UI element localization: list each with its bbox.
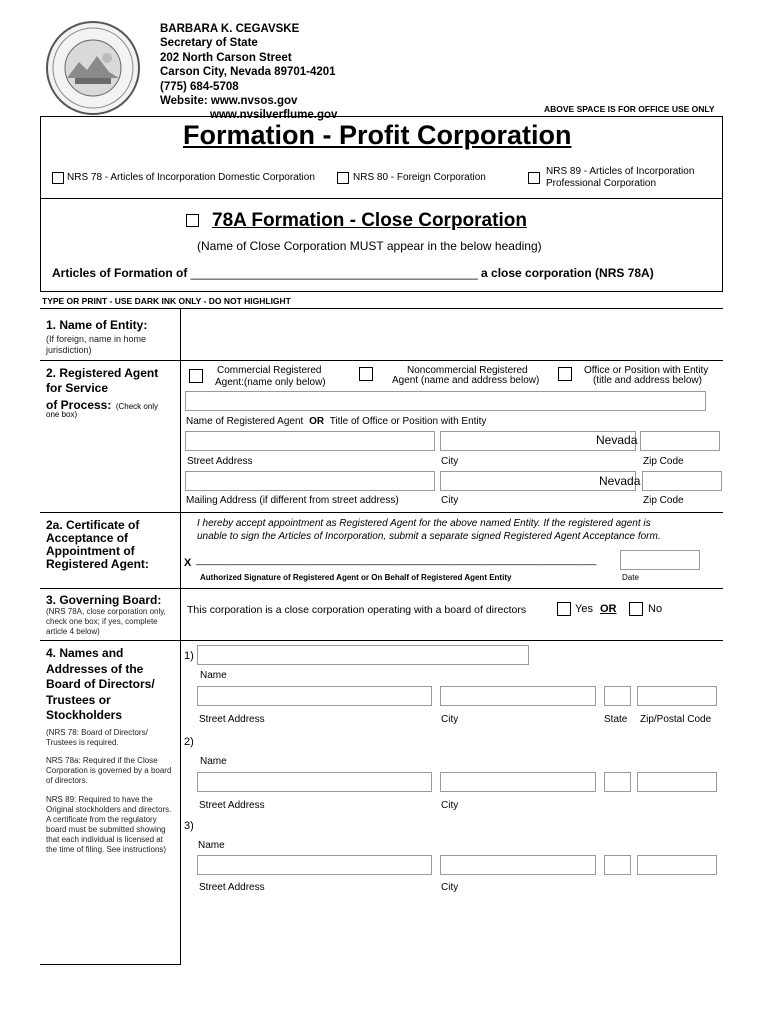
agent-title-label: Title of Office or Position with Entity bbox=[329, 416, 487, 427]
sec3-note: (NRS 78A, close corporation only, check one box; if yes, complete article 4 below) bbox=[46, 607, 166, 636]
agent-city-label: City bbox=[441, 456, 459, 467]
sec3-title: 3. Governing Board: bbox=[46, 593, 162, 607]
director-1-state-label: State bbox=[604, 714, 628, 725]
agent-state: Nevada bbox=[596, 433, 638, 447]
close-corp-checkbox[interactable] bbox=[186, 214, 199, 227]
noncommercial-agent-label-1: Noncommercial Registered bbox=[407, 365, 528, 376]
sec2a-text-1: I hereby accept appointment as Registered Agent for the above named Entity. If the registered agent is bbox=[197, 518, 651, 529]
nrs89-checkbox[interactable] bbox=[528, 172, 540, 184]
commercial-agent-label-1: Commercial Registered bbox=[217, 365, 322, 376]
agent-street-input[interactable] bbox=[185, 431, 435, 451]
signature-date-input[interactable] bbox=[620, 550, 700, 570]
director-2-name-label: Name bbox=[200, 756, 227, 767]
commercial-agent-checkbox[interactable] bbox=[189, 369, 203, 383]
sec1-note: (If foreign, name in home jurisdiction) bbox=[46, 334, 147, 355]
governing-no-checkbox[interactable] bbox=[629, 602, 643, 616]
sec2a-title-3: Appointment of bbox=[46, 544, 135, 558]
director-3-street-input[interactable] bbox=[197, 855, 432, 875]
director-1-city-input[interactable] bbox=[440, 686, 596, 706]
sec4-title-2: Addresses of the bbox=[46, 661, 144, 676]
director-3-city-input[interactable] bbox=[440, 855, 596, 875]
entity-name-input[interactable] bbox=[182, 310, 722, 359]
director-2-city-label: City bbox=[441, 800, 459, 811]
director-3-number: 3) bbox=[184, 820, 194, 832]
agent-mailing-label: Mailing Address (if different from street address) bbox=[186, 495, 399, 506]
sec4-title-1: 4. Names and bbox=[46, 646, 124, 660]
close-corp-note: (Name of Close Corporation MUST appear in the below heading) bbox=[197, 239, 542, 253]
sec2a-x-mark: X bbox=[184, 557, 192, 569]
agent-name-input[interactable] bbox=[185, 391, 706, 411]
governing-no-label: No bbox=[648, 603, 663, 615]
director-1-number: 1) bbox=[184, 650, 194, 662]
director-3-zip-input[interactable] bbox=[637, 855, 717, 875]
sec1-title: 1. Name of Entity: bbox=[46, 318, 148, 332]
sec2a-date-label: Date bbox=[622, 573, 639, 582]
director-1-zip-label: Zip/Postal Code bbox=[640, 714, 712, 725]
director-3-street-label: Street Address bbox=[199, 882, 265, 893]
director-1-city-label: City bbox=[441, 714, 459, 725]
close-corp-title: 78A Formation - Close Corporation bbox=[212, 210, 527, 231]
instruction-line: TYPE OR PRINT - USE DARK INK ONLY - DO NOT HIGHLIGHT bbox=[42, 296, 291, 306]
office-address-1: 202 North Carson Street bbox=[160, 51, 292, 64]
agent-mailing-input[interactable] bbox=[185, 471, 435, 491]
sec2a-text-2: unable to sign the Articles of Incorporation, submit a separate signed Registered Agent Acceptance form. bbox=[197, 531, 661, 542]
agent-mailing-zip-label: Zip Code bbox=[643, 495, 684, 506]
sec2-one-box: one box) bbox=[46, 410, 78, 419]
agent-mailing-city-label: City bbox=[441, 495, 459, 506]
sec4-note-3: NRS 89: Required to have the Original stockholders and directors. A certificate from the regulatory board must be submitted showing that each individual is licensed at the time of filing. See instructions) bbox=[46, 795, 172, 854]
sec2a-title-1: 2a. Certificate of bbox=[46, 518, 140, 532]
governing-or-label: OR bbox=[600, 603, 617, 615]
office-position-label-2: (title and address below) bbox=[593, 375, 702, 386]
sec4-note-2: NRS 78a: Required if the Close Corporation is governed by a board of directors. bbox=[46, 756, 172, 785]
director-1-zip-input[interactable] bbox=[637, 686, 717, 706]
website-2: www.nvsilverflume.gov bbox=[210, 109, 338, 122]
director-1-street-input[interactable] bbox=[197, 686, 432, 706]
website-1: Website: www.nvsos.gov bbox=[160, 95, 298, 108]
director-2-state-input[interactable] bbox=[604, 772, 631, 792]
director-2-number: 2) bbox=[184, 736, 194, 748]
director-3-state-input[interactable] bbox=[604, 855, 631, 875]
director-2-city-input[interactable] bbox=[440, 772, 596, 792]
sec2-title-1: 2. Registered Agent bbox=[46, 366, 159, 380]
agent-street-label: Street Address bbox=[187, 456, 253, 467]
director-3-city-label: City bbox=[441, 882, 459, 893]
noncommercial-agent-checkbox[interactable] bbox=[359, 367, 373, 381]
sec2a-title-4: Registered Agent: bbox=[46, 557, 149, 571]
noncommercial-agent-label-2: Agent (name and address below) bbox=[392, 375, 540, 386]
office-position-checkbox[interactable] bbox=[558, 367, 572, 381]
nrs80-checkbox[interactable] bbox=[337, 172, 349, 184]
governing-yes-checkbox[interactable] bbox=[557, 602, 571, 616]
state-seal bbox=[45, 20, 141, 116]
director-1-name-label: Name bbox=[200, 670, 227, 681]
registered-agent-signature-line[interactable]: ________________________________________________________________________ bbox=[196, 555, 597, 566]
sec3-text: This corporation is a close corporation operating with a board of directors bbox=[187, 604, 527, 616]
nrs80-label: NRS 80 - Foreign Corporation bbox=[353, 172, 486, 183]
sec2a-sig-label: Authorized Signature of Registered Agent or On Behalf of Registered Agent Entity bbox=[200, 573, 512, 582]
office-phone: (775) 684-5708 bbox=[160, 80, 239, 93]
sec2-title-3: of Process: bbox=[46, 398, 112, 412]
secretary-title: Secretary of State bbox=[160, 37, 258, 50]
director-2-street-label: Street Address bbox=[199, 800, 265, 811]
office-use-note: ABOVE SPACE IS FOR OFFICE USE ONLY bbox=[544, 104, 715, 114]
agent-name-label: Name of Registered Agent bbox=[186, 416, 304, 427]
nrs78-label: NRS 78 - Articles of Incorporation Domestic Corporation bbox=[67, 172, 315, 183]
articles-prefix: Articles of Formation of bbox=[52, 266, 188, 280]
sec4-title-5: Stockholders bbox=[46, 708, 123, 722]
director-2-zip-input[interactable] bbox=[637, 772, 717, 792]
agent-name-or: OR bbox=[309, 416, 325, 427]
director-3-name-label: Name bbox=[198, 840, 225, 851]
agent-zip-input[interactable] bbox=[640, 431, 720, 451]
sec4-note-1: (NRS 78: Board of Directors/ Trustees is required. bbox=[46, 728, 148, 747]
sec2-check-only: (Check only bbox=[115, 402, 159, 411]
commercial-agent-label-2: Agent:(name only below) bbox=[215, 377, 326, 388]
nrs89-label-2: Professional Corporation bbox=[546, 178, 657, 189]
form-title: Formation - Profit Corporation bbox=[183, 120, 572, 150]
agent-zip-label: Zip Code bbox=[643, 456, 684, 467]
agent-mailing-state: Nevada bbox=[599, 474, 641, 488]
office-position-label-1: Office or Position with Entity bbox=[584, 365, 709, 376]
director-2-street-input[interactable] bbox=[197, 772, 432, 792]
director-1-name-input[interactable] bbox=[197, 645, 529, 665]
articles-name-blank[interactable]: ___________________________________________ bbox=[190, 266, 478, 280]
nrs89-label-1: NRS 89 - Articles of Incorporation bbox=[546, 166, 695, 177]
governing-yes-label: Yes bbox=[575, 603, 593, 615]
agent-mailing-zip-input[interactable] bbox=[642, 471, 722, 491]
director-1-state-input[interactable] bbox=[604, 686, 631, 706]
articles-suffix: a close corporation (NRS 78A) bbox=[481, 266, 654, 280]
sec2a-title-2: Acceptance of bbox=[46, 531, 129, 545]
nrs78-checkbox[interactable] bbox=[52, 172, 64, 184]
director-1-street-label: Street Address bbox=[199, 714, 265, 725]
sec4-title-4: Trustees or bbox=[46, 692, 111, 707]
secretary-name: BARBARA K. CEGAVSKE bbox=[160, 23, 300, 35]
sec2-title-2: for Service bbox=[46, 381, 109, 395]
sec4-title-3: Board of Directors/ bbox=[46, 677, 155, 691]
office-address-2: Carson City, Nevada 89701-4201 bbox=[160, 66, 336, 79]
